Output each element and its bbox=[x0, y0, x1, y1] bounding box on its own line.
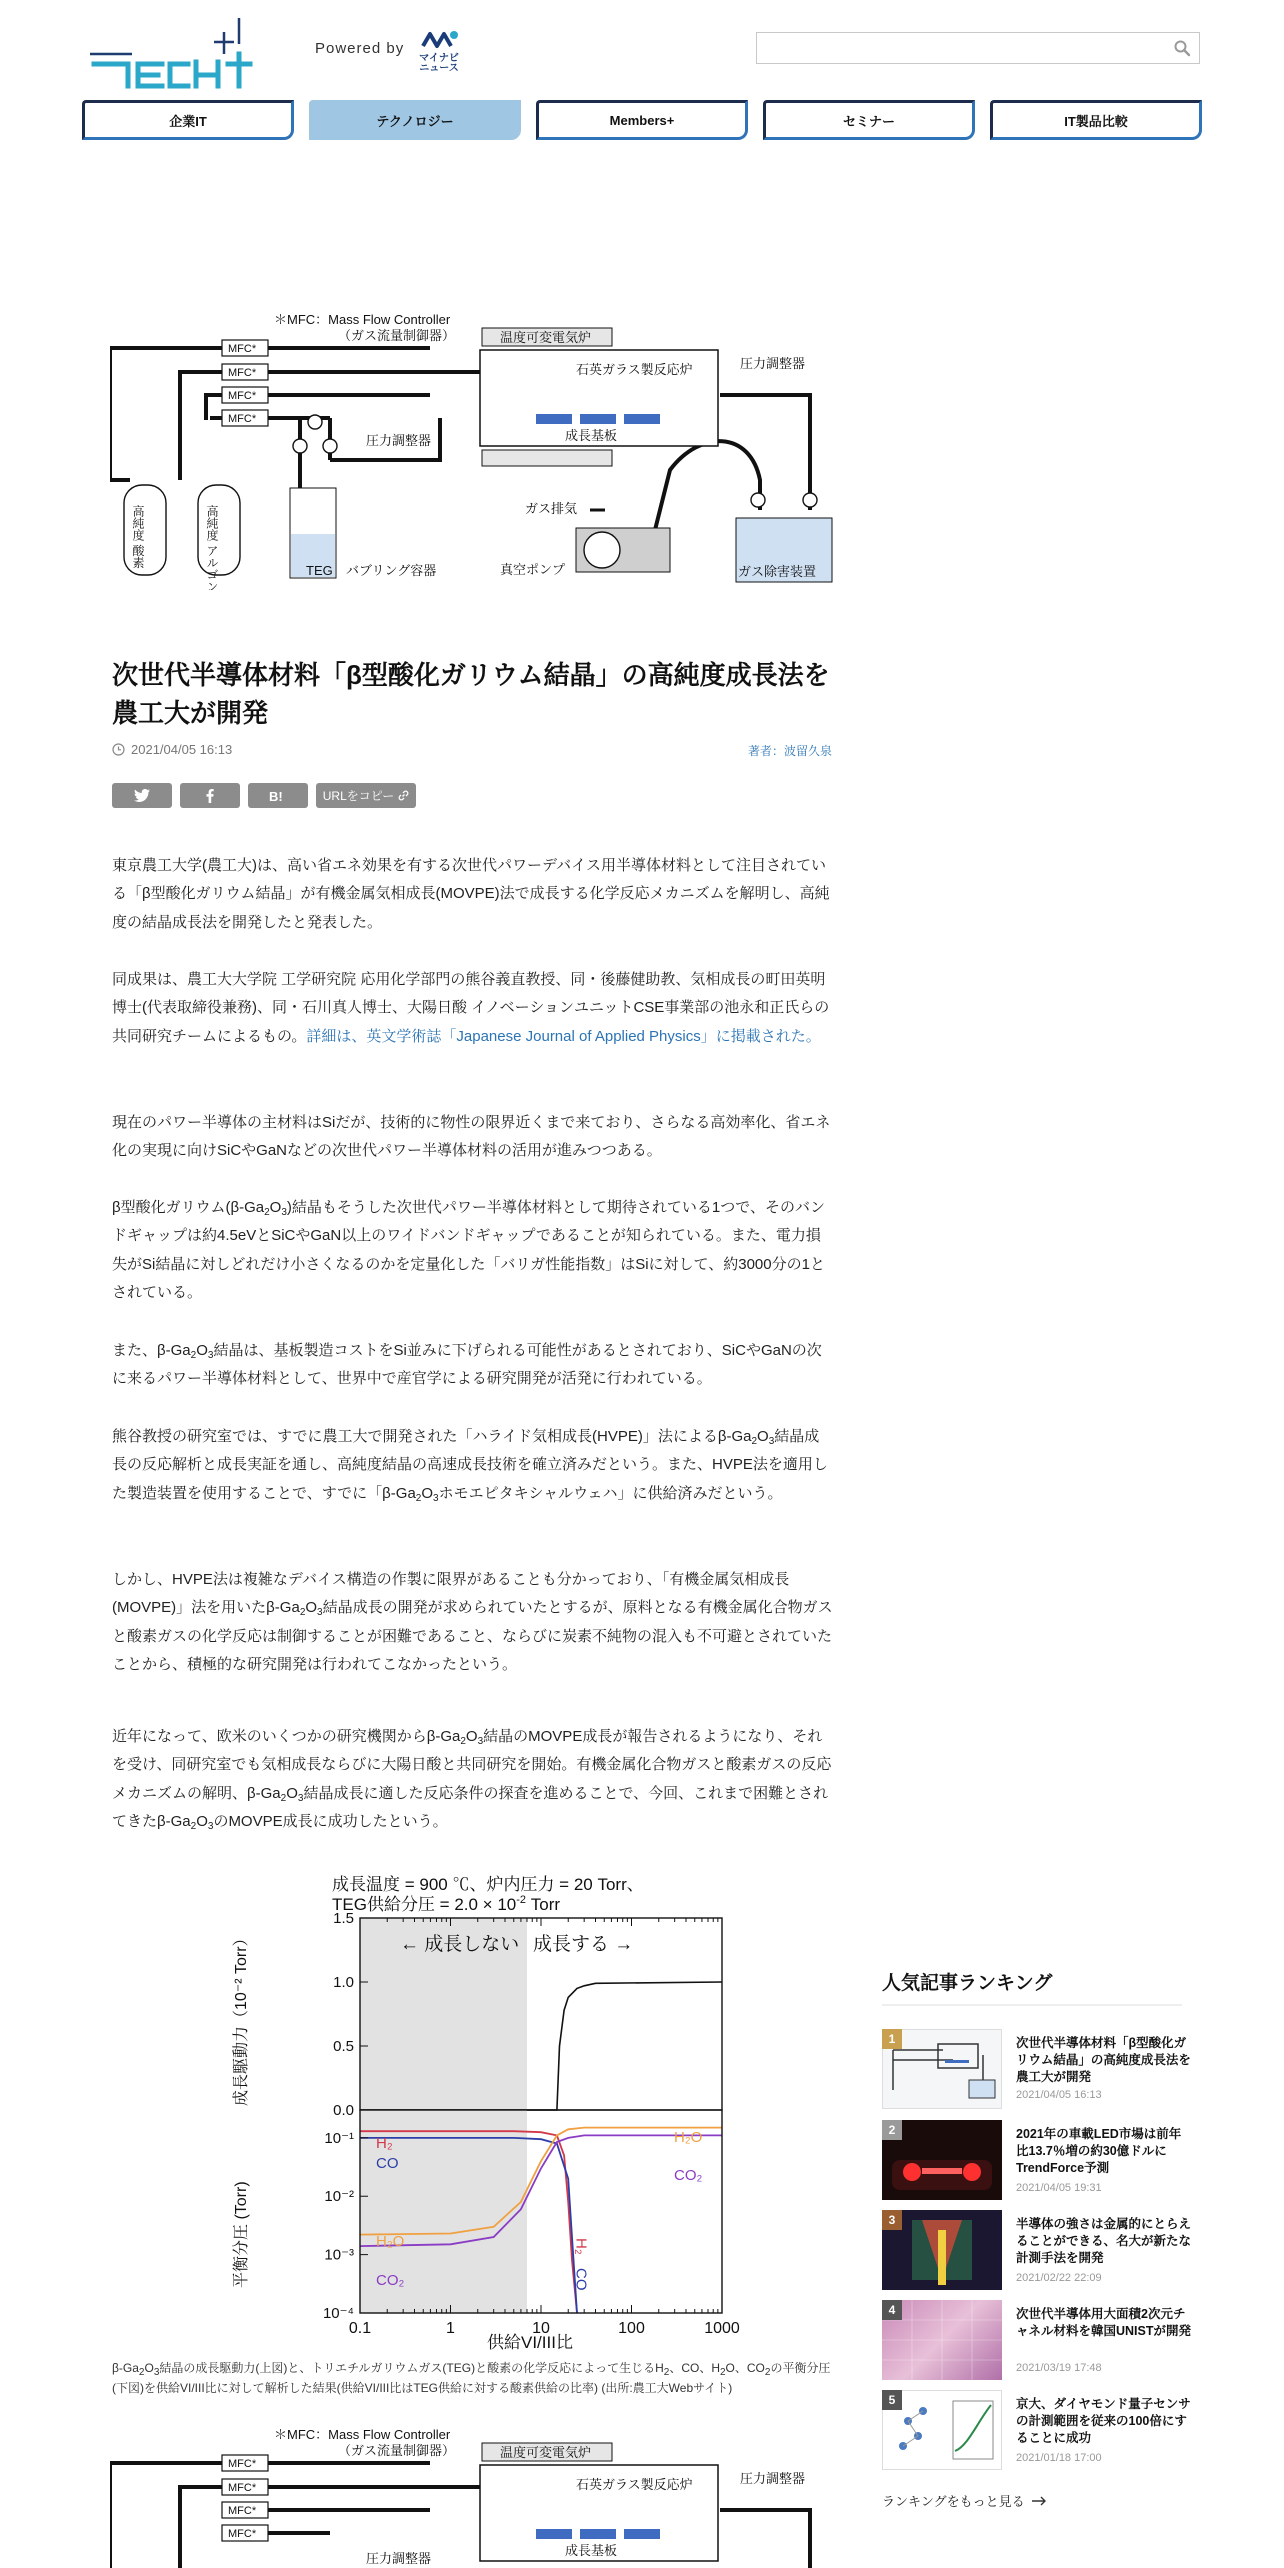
ranking-rank-4: 4 bbox=[882, 2300, 902, 2320]
pump-label: 真空ポンプ bbox=[500, 562, 566, 577]
cap-i: O、CO bbox=[725, 2361, 765, 2375]
chart-title: 成長温度 = 900 ℃、炉内圧力 = 20 Torr、 bbox=[332, 1875, 644, 1894]
top-y-axis-label: 成長駆動力（10⁻² Torr） bbox=[233, 1930, 250, 2106]
movpe-apparatus-figure bbox=[110, 310, 840, 595]
p6-h: 3 bbox=[433, 1492, 439, 1504]
article-date bbox=[112, 742, 232, 757]
abatement-label: ガス除害装置 bbox=[738, 564, 817, 579]
p6-g: O bbox=[421, 1484, 434, 1502]
p8-i: 結晶成長に適した反応条件の探査を進めることで、今回、これまで困難とされてきたβ-Ga bbox=[112, 1784, 829, 1831]
label-co2-left: CO₂ bbox=[376, 2272, 405, 2289]
p6-e: 結晶成長の反応解析と成長実証を通し、高純度結晶の高速成長技術を確立済みだという。また、HVPE法を適用した製造装置を使用することで、すでに「β-Ga bbox=[112, 1428, 828, 1502]
ranking-headline-3[interactable]: 半導体の強さは金属的にとらえることができる、名大が新たな計測手法を開発 bbox=[1016, 2217, 1192, 2265]
share-twitter-button[interactable] bbox=[112, 783, 172, 808]
p6-a: 熊谷教授の研究室では、すでに農工大で開発された「ハライド気相成長(HVPE)」法によるβ-Ga bbox=[112, 1428, 752, 1445]
ranking-date-2: 2021/04/05 19:31 bbox=[1016, 2182, 1102, 2194]
clock-icon bbox=[112, 743, 125, 756]
mfc-label-2: MFC* bbox=[228, 367, 257, 379]
cap-h: 2 bbox=[719, 2367, 726, 2378]
p4-e: )結晶もそうした次世代パワー半導体材料として期待されている1つで、そのバンドギャップは約4.5eVとSiCやGaN以上のワイドバンドギャップであることが知られている。また、電力損失がSi結晶に対しどれだけ小さくなるのかを定量化した「バリガ性能指数」はSiに対して、約3000分の1とされている。 bbox=[112, 1199, 825, 1302]
search-box[interactable] bbox=[756, 32, 1200, 64]
top-y-tick-label: 0.5 bbox=[333, 2038, 354, 2055]
p4-a: β型酸化ガリウム(β-Ga bbox=[112, 1199, 265, 1216]
ranking-date-3: 2021/02/22 22:09 bbox=[1016, 2272, 1102, 2284]
chart-top-panel bbox=[333, 1910, 722, 2119]
mfc-label-4: MFC* bbox=[228, 413, 257, 425]
p7-e: 結晶成長の開発が求められていたとするが、原料となる有機金属化合物ガスと酸素ガスの化学反応は制御することが困難であること、ならびに炭素不純物の混入も不可避とされていたことから、積極的な研究開発は行われてこなかったという。 bbox=[112, 1599, 833, 1674]
p7-a: しかし、HVPE法は複雑なデバイス構造の作製に限界があることも分かっており、「有機金属気相成長(MOVPE)」法を用いたβ-Ga bbox=[112, 1571, 790, 1617]
p8-m: のMOVPE成長に成功したという。 bbox=[213, 1813, 448, 1831]
p8-a: 近年になって、欧米のいくつかの研究機関からβ-Ga bbox=[112, 1728, 461, 1745]
cap-c: O bbox=[144, 2361, 154, 2375]
chart-bottom-panel bbox=[323, 2110, 740, 2337]
ranking-more-label: ランキングをもっと見る bbox=[882, 2494, 1025, 2509]
ranking-headline-1[interactable]: 次世代半導体材料「β型酸化ガリウム結晶」の高純度成長法を農工大が開発 bbox=[1016, 2036, 1191, 2084]
regulator-left-label-b: 圧力調整器 bbox=[366, 2551, 432, 2566]
share-hatena-button[interactable] bbox=[248, 783, 308, 808]
article-date-text: 2021/04/05 16:13 bbox=[131, 742, 233, 757]
cap-d: 3 bbox=[153, 2367, 160, 2378]
cap-e: 結晶の成長駆動力(上図)と、トリエチルガリウムガス(TEG)と酸素の化学反応によって生じるH bbox=[159, 2361, 664, 2375]
nav-tab-seminar[interactable]: セミナー bbox=[763, 100, 975, 140]
mfc-label-b3: MFC* bbox=[228, 2505, 257, 2517]
paragraph-3: 現在のパワー半導体の主材料はSiだが、技術的に物性の限界近くまで来ており、さらなる高効率化、省エネ化の実現に向けSiCやGaNなどの次世代パワー半導体材料の活用が進みつつある。 bbox=[112, 1114, 831, 1160]
x-tick-label: 1 bbox=[446, 2320, 455, 2337]
p8-f: 2 bbox=[280, 1792, 287, 1804]
share-facebook-button[interactable] bbox=[180, 783, 240, 808]
p8-e: 結晶のMOVPE成長が報告されるようになり、それを受け、同研究室でも気相成長ならびに大陽日酸と共同研究を開始。有機金属化合物ガスと酸素ガスの反応メカニズムの解明、β-Ga bbox=[112, 1728, 832, 1802]
x-tick-label: 100 bbox=[618, 2320, 645, 2337]
p8-j: 2 bbox=[190, 1821, 197, 1833]
main-nav bbox=[82, 100, 1202, 142]
top-y-tick-label: 1.5 bbox=[333, 1910, 354, 1927]
powered-by-label: Powered by bbox=[315, 40, 405, 57]
p8-g: O bbox=[286, 1784, 298, 1802]
mfc-note: ＊MFC：Mass Flow Controller bbox=[274, 312, 451, 327]
article-title: 次世代半導体材料「β型酸化ガリウム結晶」の高純度成長法を農工大が開発 bbox=[112, 660, 830, 728]
cap-b: 2 bbox=[138, 2367, 145, 2378]
cap-f: 2 bbox=[663, 2367, 670, 2378]
nav-tab-members-plus[interactable]: Members+ bbox=[536, 100, 748, 140]
mfc-label-3: MFC* bbox=[228, 390, 257, 402]
paragraph-1: 東京農工大学(農工大)は、高い省エネ効果を有する次世代パワーデバイス用半導体材料として注目されている「β型酸化ガリウム結晶」が有機金属気相成長(MOVPE)法で成長する化学反応メカニズムを解明し、高純度の結晶成長法を開発したと発表した。 bbox=[112, 857, 830, 931]
bottom-y-tick-label: 10⁻⁴ bbox=[322, 2305, 354, 2322]
p5-a: また、β-Ga bbox=[112, 1342, 191, 1359]
top-y-tick-label: 0.0 bbox=[333, 2102, 354, 2119]
copy-url-button[interactable] bbox=[316, 783, 416, 808]
chart-subtitle bbox=[332, 1894, 560, 1914]
paragraph-2-text: 同成果は、農工大大学院 工学研究院 応用化学部門の熊谷義直教授、同・後藤健助教、気相成長の町田英明博士(代表取締役兼務)、同・石川真人博士、大陽日酸 イノベーションユニットCSE事業部の池永和正氏らの共同研究チームによるもの。 bbox=[112, 971, 830, 1045]
nav-tab-technology[interactable]: テクノロジー bbox=[309, 100, 521, 140]
ranking-item-5[interactable] bbox=[882, 2390, 1192, 2472]
cap-g: 、CO、H bbox=[669, 2361, 720, 2375]
ranking-date-4: 2021/03/19 17:48 bbox=[1016, 2362, 1102, 2374]
cap-k: の平衡分圧(下図)を供給VI/III比に対して解析した結果(供給VI/III比はTEG供給に対する酸素供給の比率) (出所:農工大Webサイト) bbox=[112, 2361, 831, 2395]
search-input[interactable] bbox=[763, 34, 1167, 64]
p5-c: O bbox=[196, 1342, 208, 1359]
p7-d: 3 bbox=[317, 1607, 323, 1619]
hatena-bookmark-icon bbox=[268, 789, 288, 803]
paragraph-4 bbox=[112, 1194, 834, 1308]
bottom-y-tick-label: 10⁻² bbox=[324, 2188, 354, 2206]
p8-b: 2 bbox=[460, 1736, 466, 1747]
furnace-label-b: 温度可変電気炉 bbox=[500, 2445, 592, 2460]
reactor-label-b: 石英ガラス製反応炉 bbox=[576, 2477, 693, 2492]
p6-f: 2 bbox=[415, 1492, 422, 1504]
label-h2o-right: H₂O bbox=[674, 2129, 703, 2146]
p6-c: O bbox=[757, 1428, 769, 1445]
bottom-y-axis-label: 平衡分圧 (Torr) bbox=[233, 2181, 250, 2288]
p7-b: 2 bbox=[299, 1607, 306, 1619]
p8-c: O bbox=[465, 1728, 478, 1745]
ranking-item-3[interactable] bbox=[882, 2210, 1192, 2292]
no-growth-label: ← 成長しない bbox=[400, 1934, 520, 1955]
ranking-headline-5[interactable]: 京大、ダイヤモンド量子センサの計測範囲を従来の100倍にすることに成功 bbox=[1016, 2397, 1191, 2445]
p8-k: O bbox=[196, 1813, 208, 1831]
ranking-divider bbox=[882, 2004, 1182, 2006]
regulator-right-label-b: 圧力調整器 bbox=[740, 2471, 806, 2486]
cap-j: 2 bbox=[764, 2367, 771, 2378]
p6-b: 2 bbox=[751, 1436, 758, 1447]
facebook-icon bbox=[206, 789, 214, 803]
ranking-headline-4[interactable]: 次世代半導体用大面積2次元チャネル材料を韓国UNISTが開発 bbox=[1016, 2307, 1192, 2338]
p6-i: ホモエピタキシャルウェハ」に供給済みだという。 bbox=[438, 1484, 783, 1502]
twitter-icon bbox=[134, 789, 150, 802]
paragraph-5 bbox=[112, 1337, 834, 1394]
label-h2o-left: H₂O bbox=[376, 2233, 405, 2250]
ranking-date-1: 2021/04/05 16:13 bbox=[1016, 2089, 1102, 2101]
svg-text:B!: B! bbox=[269, 788, 283, 803]
jjap-link[interactable]: 詳細は、英文学術誌「Japanese Journal of Applied Physics」に掲載された。 bbox=[306, 1027, 821, 1045]
growth-label: 成長する → bbox=[532, 1934, 634, 1955]
paragraph-8 bbox=[112, 1723, 834, 1837]
p8-h: 3 bbox=[297, 1792, 304, 1804]
mfc-label-1: MFC* bbox=[228, 343, 257, 355]
x-axis-label: 供給VI/III比 bbox=[487, 2333, 573, 2352]
x-tick-label: 0.1 bbox=[348, 2320, 372, 2337]
x-tick-label: 10 bbox=[532, 2320, 550, 2337]
label-co: CO bbox=[376, 2155, 399, 2172]
copy-url-label: URLをコピー bbox=[322, 789, 395, 803]
label-co2-right: CO₂ bbox=[674, 2167, 703, 2184]
p4-b: 2 bbox=[264, 1207, 270, 1218]
bottom-y-tick-label: 10⁻³ bbox=[324, 2246, 354, 2264]
ranking-rank-3: 3 bbox=[882, 2210, 902, 2230]
bubbler-label: バブリング容器 bbox=[346, 563, 437, 578]
chart-caption bbox=[112, 2358, 842, 2398]
ranking-title: 人気記事ランキング bbox=[882, 1973, 1053, 1994]
exhaust-label: ガス排気 bbox=[525, 501, 578, 516]
ranking-rank-1: 1 bbox=[882, 2029, 902, 2049]
ranking-more-link[interactable] bbox=[882, 2491, 1047, 2510]
movpe-apparatus-figure-2 bbox=[110, 2425, 840, 2568]
p4-c: O bbox=[269, 1199, 282, 1216]
ranking-rank-2: 2 bbox=[882, 2120, 902, 2140]
mfc-label-b2: MFC* bbox=[228, 2482, 257, 2494]
site-logo[interactable] bbox=[90, 14, 255, 90]
mfc-label-b4: MFC* bbox=[228, 2528, 257, 2540]
ranking-date-5: 2021/01/18 17:00 bbox=[1016, 2452, 1102, 2464]
mfc-label-b1: MFC* bbox=[228, 2458, 257, 2470]
substrate-label-b: 成長基板 bbox=[565, 2543, 618, 2558]
substrate-label: 成長基板 bbox=[565, 428, 618, 443]
ranking-rank-5: 5 bbox=[882, 2390, 902, 2410]
p5-d: 3 bbox=[207, 1350, 214, 1361]
link-icon bbox=[398, 790, 409, 801]
top-y-tick-label: 1.0 bbox=[333, 1974, 354, 1991]
p7-c: O bbox=[305, 1599, 318, 1617]
ranking-item-1[interactable] bbox=[882, 2029, 1192, 2111]
label-co-vertical: CO bbox=[572, 2268, 590, 2291]
chart-subtitle-exp: -2 bbox=[516, 1894, 527, 1906]
growth-driving-force-chart bbox=[222, 1870, 742, 2360]
search-icon[interactable] bbox=[1173, 39, 1191, 57]
cylinder-o2-label: 高純度 酸素 bbox=[131, 505, 145, 569]
p6-d: 3 bbox=[768, 1436, 775, 1447]
furnace-label: 温度可変電気炉 bbox=[500, 330, 592, 345]
p4-d: 3 bbox=[281, 1207, 287, 1218]
ranking-item-2[interactable] bbox=[882, 2120, 1192, 2202]
p5-e: 結晶は、基板製造コストをSi並みに下げられる可能性があるとされており、SiCやGaNの次に来るパワー半導体材料として、世界中で産官学による研究開発が活発に行われている。 bbox=[112, 1342, 822, 1388]
nav-tab-it-product-compare[interactable]: IT製品比較 bbox=[990, 100, 1202, 140]
regulator-right-label: 圧力調整器 bbox=[740, 356, 806, 371]
paragraph-6 bbox=[112, 1423, 834, 1508]
logo-text: TECH+ bbox=[90, 14, 94, 15]
cylinder-ar-label: 高純度 アルゴン bbox=[205, 505, 219, 590]
chart-subtitle-a: TEG供給分圧 = 2.0 × 10 bbox=[332, 1895, 517, 1914]
p8-d: 3 bbox=[477, 1736, 484, 1747]
mfc-note-b: ＊MFC：Mass Flow Controller bbox=[274, 2427, 451, 2442]
label-h2: H₂ bbox=[376, 2135, 393, 2152]
label-h2-vertical: H₂ bbox=[572, 2238, 590, 2255]
x-tick-label: 1000 bbox=[704, 2320, 740, 2337]
mfc-note-2-b: （ガス流量制御器） bbox=[338, 2443, 456, 2458]
mfc-note-2: （ガス流量制御器） bbox=[338, 328, 456, 343]
ranking-item-4[interactable] bbox=[882, 2300, 1192, 2382]
article-author[interactable]: 著者：波留久泉 bbox=[747, 744, 832, 758]
arrow-right-icon bbox=[1031, 2496, 1047, 2506]
p8-l: 3 bbox=[207, 1821, 214, 1833]
chart-subtitle-b: Torr bbox=[526, 1895, 561, 1914]
mynavi-news-logo[interactable] bbox=[415, 28, 463, 74]
mynavi-label: マイナビニュース bbox=[419, 53, 459, 74]
ranking-headline-2[interactable]: 2021年の車載LED市場は前年比13.7％増の約30億ドルに TrendForce予測 bbox=[1016, 2127, 1182, 2175]
bottom-y-tick-label: 10⁻¹ bbox=[324, 2129, 354, 2147]
regulator-left-label: 圧力調整器 bbox=[366, 433, 432, 448]
teg-label: TEG bbox=[306, 563, 333, 578]
paragraph-7 bbox=[112, 1566, 834, 1680]
cap-a: β-Ga bbox=[112, 2361, 139, 2375]
reactor-label: 石英ガラス製反応炉 bbox=[576, 362, 693, 377]
p5-b: 2 bbox=[190, 1350, 197, 1361]
nav-tab-enterprise-it[interactable]: 企業IT bbox=[82, 100, 294, 140]
paragraph-2 bbox=[112, 966, 834, 1051]
